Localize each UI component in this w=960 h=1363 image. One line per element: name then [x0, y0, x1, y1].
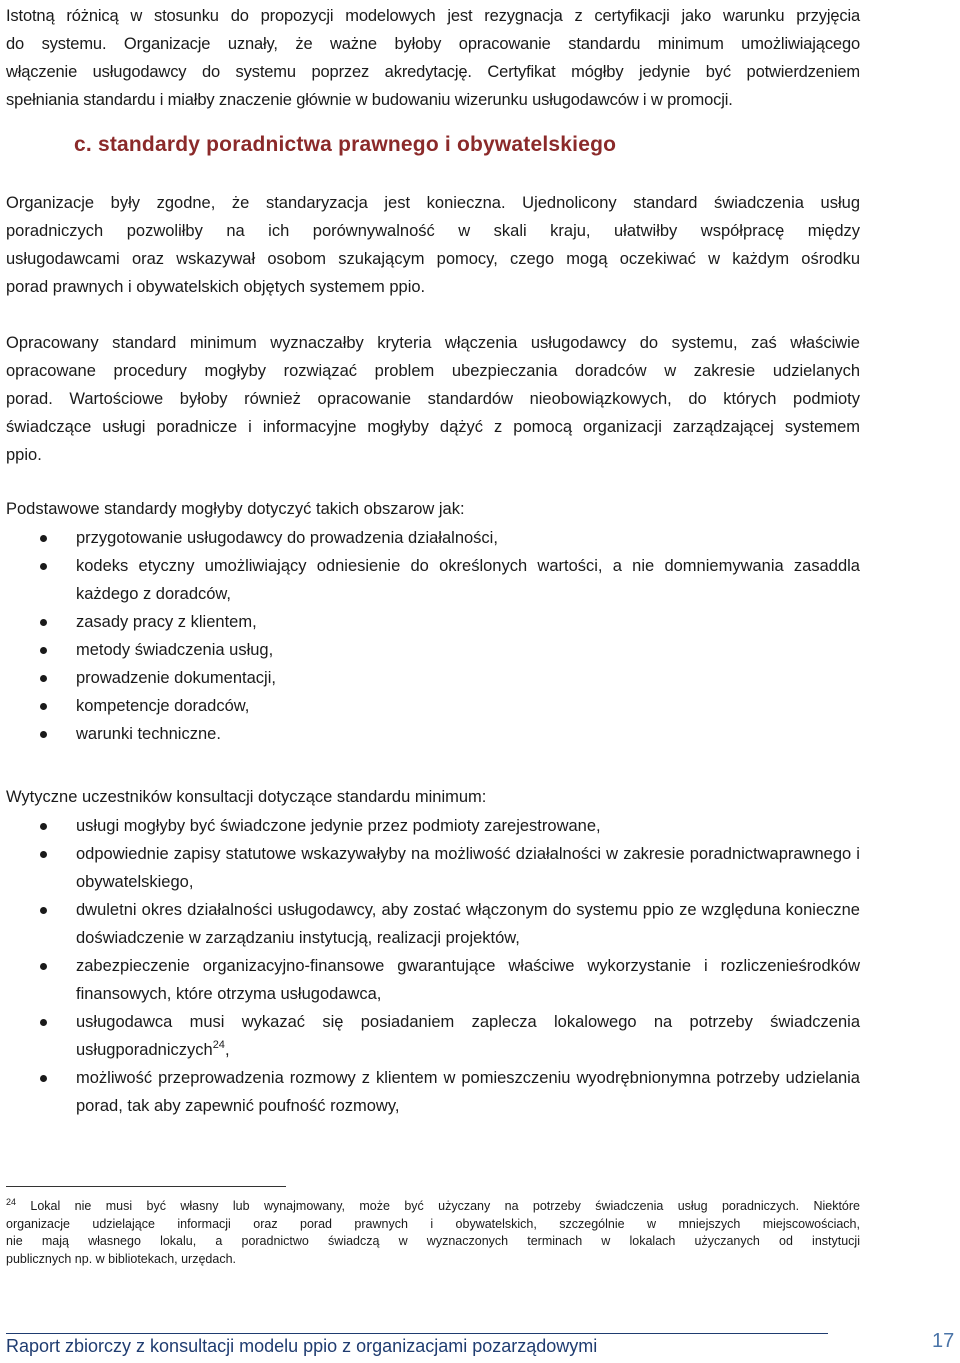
footer-title: Raport zbiorczy z konsultacji modelu ppio z organizacjami pozarządowymi: [6, 1336, 598, 1356]
list-item: dwuletni okres działalności usługodawcy, aby zostać włączonym do systemu ppio ze względuna konieczne doświadczenie w zarządzaniu instytucją, realizacji projektów,: [6, 896, 860, 952]
text-line: Opracowany standard minimum wyznaczałby kryteria włączenia usługodawcy do systemu, zaś właściwie: [6, 334, 860, 352]
page-number: 17: [932, 1330, 955, 1352]
text-line: Organizacje były zgodne, że standaryzacja jest konieczna. Ujednolicony standard świadczenia usług: [6, 194, 860, 212]
list-item: kodeks etyczny umożliwiający odniesienie do określonych wartości, a nie domniemywania zasaddla każdego z doradców,: [6, 552, 860, 608]
footnote: $^{24}$ Lokal nie musi być własny lub wynajmowany, może być użyczany na potrzeby świadczenia usług poradniczych. Niektóre organizacje udzielające informacji oraz porad prawnych i obywatelskich, szczególnie w mniejszych miejscowościach, nie mają własnego lokalu, a poradnictwo świadczą w wyznaczonych terminach w lokalach użyczanych od instytucji publicznych np. w bibliotekach, urzędach.: [6, 1197, 860, 1266]
list-item: odpowiednie zapisy statutowe wskazywałyby na możliwość działalności w zakresie poradnictwaprawnego i obywatelskiego,: [6, 840, 860, 896]
text-line: porad prawnych i obywatelskich objętych systemem ppio.: [6, 278, 426, 296]
list-item: zabezpieczenie organizacyjno-finansowe gwarantujące właściwe wykorzystanie i rozliczenieśrodków finansowych, które otrzyma usługodawca,: [6, 952, 860, 1008]
guidelines-intro: [6, 783, 860, 811]
list-item: prowadzenie dokumentacji,: [6, 664, 860, 692]
list-item: przygotowanie usługodawcy do prowadzenia działalności,: [6, 524, 860, 552]
standards-agreement-paragraph: [6, 189, 860, 301]
bullet-icon: [40, 647, 47, 654]
footer-rule: [6, 1333, 828, 1334]
bullet-icon: [40, 535, 47, 542]
bullet-icon: [40, 703, 47, 710]
text-line: poradniczych pozwoliłby na ich porównywalność w skali kraju, ułatwiłby współpracę między: [6, 222, 860, 240]
list-item: zasady pracy z klientem,: [6, 608, 860, 636]
text-line: świadczące usługi poradnicze i informacyjne mogłyby dążyć z pomocą organizacji zarządzającej systemem: [6, 418, 860, 436]
guidelines-list: [6, 812, 860, 1120]
bullet-icon: [40, 1075, 47, 1082]
bullet-icon: [40, 563, 47, 570]
bullet-icon: [40, 731, 47, 738]
intro-paragraph: [6, 2, 860, 114]
bullet-icon: [40, 619, 47, 626]
footnote-number: 24: [6, 1197, 17, 1207]
text-line: usługodawcami oraz wskazywał osobom szukającym pomocy, czego mogą oczekiwać w każdym ośrodku: [6, 250, 860, 268]
minimum-standard-paragraph: [6, 329, 860, 469]
bullet-icon: [40, 675, 47, 682]
bullet-icon: [40, 907, 47, 914]
text-line: spełniania standardu i miałby znaczenie głównie w budowaniu wizerunku usługodawców i w promocji.: [6, 91, 733, 109]
text-line: Wytyczne uczestników konsultacji dotyczące standardu minimum:: [6, 788, 487, 806]
text-line: Istotną różnicą w stosunku do propozycji modelowych jest rezygnacja z certyfikacji jako warunku przyjęcia: [6, 7, 860, 25]
list-item: usługi mogłyby być świadczone jedynie przez podmioty zarejestrowane,: [6, 812, 860, 840]
list-item: warunki techniczne.: [6, 720, 860, 748]
list-item: kompetencje doradców,: [6, 692, 860, 720]
bullet-icon: [40, 851, 47, 858]
section-heading: c. standardy poradnictwa prawnego i obywatelskiego: [74, 133, 617, 156]
text-line: ppio.: [6, 446, 42, 464]
bullet-icon: [40, 823, 47, 830]
text-line: Podstawowe standardy mogłyby dotyczyć takich obszarow jak:: [6, 500, 465, 518]
footnote-reference[interactable]: 24: [212, 1039, 225, 1051]
text-line: opracowane procedury mogłyby rozwiązać problem ubezpieczania doradców w zakresie udzielanych: [6, 362, 860, 380]
footnote-separator: [6, 1186, 286, 1187]
list-item: możliwość przeprowadzenia rozmowy z klientem w pomieszczeniu wyodrębnionymna potrzeby udzielania porad, tak aby zapewnić poufność rozmowy,: [6, 1064, 860, 1120]
text-line: porad. Wartościowe byłoby również opracowanie standardów nieobowiązkowych, do których podmioty: [6, 390, 860, 408]
basic-areas-list: [6, 524, 860, 748]
bullet-icon: [40, 963, 47, 970]
list-item: metody świadczenia usług,: [6, 636, 860, 664]
text-line: do systemu. Organizacje uznały, że ważne byłoby opracowanie standardu minimum umożliwiającego: [6, 35, 860, 53]
list-item: usługodawca musi wykazać się posiadaniem zaplecza lokalowego na potrzeby świadczenia usługporadniczych$^{24}$,: [6, 1008, 860, 1064]
bullet-icon: [40, 1019, 47, 1026]
basic-areas-intro: [6, 495, 860, 523]
text-line: włączenie usługodawcy do systemu poprzez akredytację. Certyfikat mógłby jedynie być potwierdzeniem: [6, 63, 860, 81]
